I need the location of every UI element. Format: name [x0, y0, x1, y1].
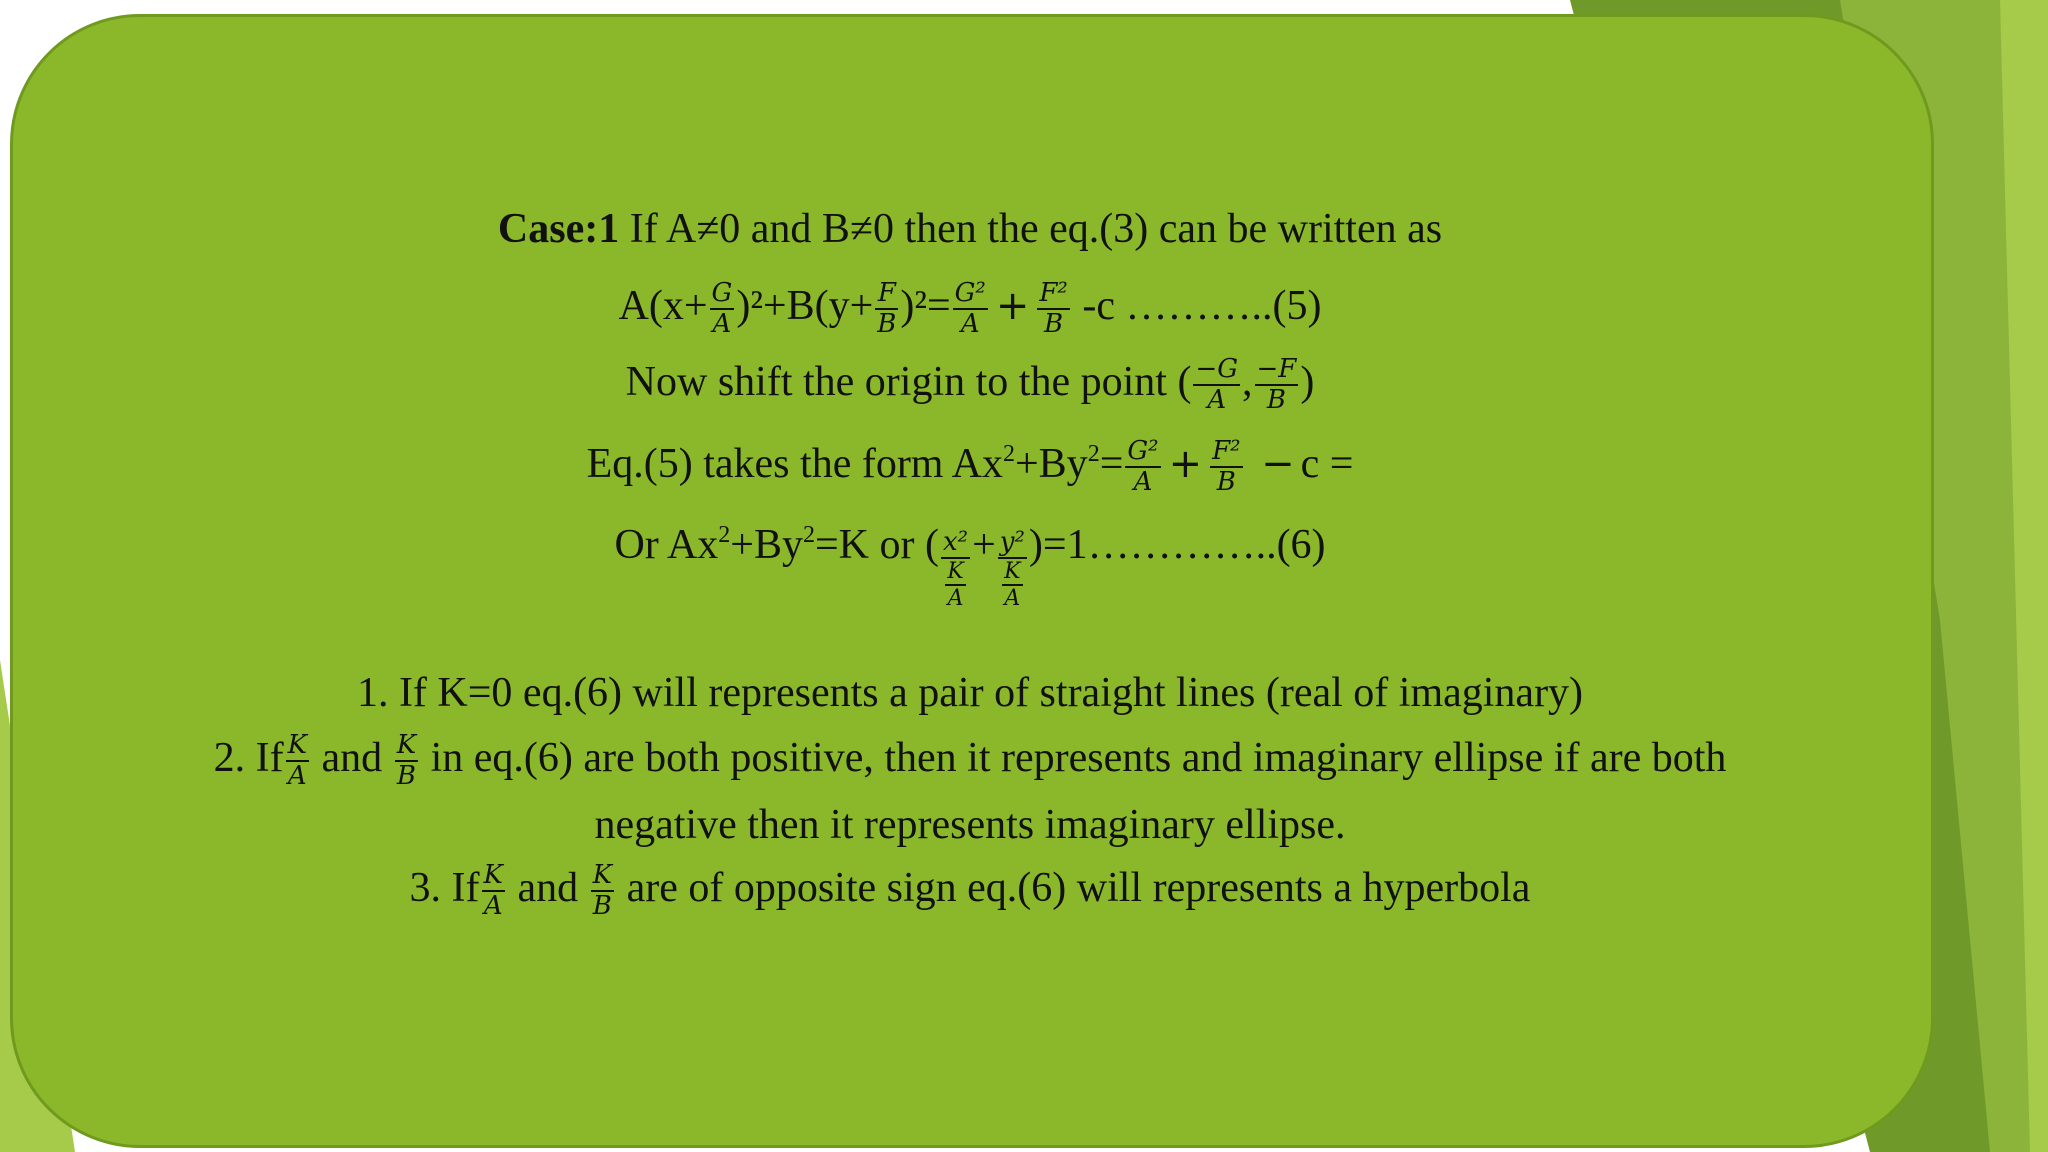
- denominator: A: [1207, 385, 1227, 416]
- fraction: [482, 862, 505, 921]
- numerator: −F: [1255, 356, 1299, 386]
- plus-operator: +: [972, 522, 996, 568]
- eq5-suffix: -c ………..(5): [1082, 282, 1322, 329]
- equation-5: [0, 280, 1940, 339]
- denominator: B: [592, 891, 612, 922]
- case-label: Case:1: [497, 206, 620, 252]
- nested-fraction: [941, 526, 970, 611]
- eq6-mid2: =K or (: [814, 522, 939, 568]
- numerator: F: [875, 280, 898, 310]
- fraction: [1037, 280, 1069, 339]
- fraction: [1125, 438, 1160, 497]
- denominator: A: [1133, 467, 1153, 498]
- fraction: [591, 862, 614, 921]
- fraction: [395, 732, 418, 791]
- numerator: G²: [1125, 438, 1160, 468]
- case-intro: If A≠0 and B≠0 then the eq.(3) can be written as: [629, 206, 1443, 252]
- denominator: A: [712, 309, 732, 340]
- point-1-text: 1. If K=0 eq.(6) will represents a pair of straight lines (real of imaginary): [356, 670, 1584, 716]
- exponent: 2: [718, 522, 731, 548]
- fraction: [1255, 356, 1299, 415]
- denominator: A: [287, 761, 307, 792]
- case-heading: [0, 208, 1940, 250]
- point-3-text: are of opposite sign eq.(6) will represents a hyperbola: [626, 864, 1531, 911]
- denominator: A: [960, 309, 980, 340]
- eq5-mid2: )²=: [900, 282, 951, 329]
- numerator: K: [1002, 560, 1022, 586]
- denominator: B: [1216, 467, 1236, 498]
- fraction: [953, 280, 988, 339]
- point-2-line-2: negative then it represents imaginary ellipse.: [594, 802, 1346, 848]
- numerator: y²: [998, 529, 1027, 559]
- numerator: K: [286, 732, 309, 762]
- denominator: B: [396, 761, 416, 792]
- denominator: [941, 559, 970, 610]
- point-2-prefix: 2. If: [213, 734, 284, 781]
- equation-6: [0, 524, 1940, 610]
- numerator: G: [710, 280, 735, 310]
- nested-fraction: [998, 526, 1027, 611]
- exponent: 2: [1002, 440, 1015, 467]
- point-3: [0, 862, 1940, 921]
- inner-fraction: [1002, 560, 1022, 610]
- denominator: [998, 559, 1027, 610]
- fraction: [286, 732, 309, 791]
- eq6-suffix: )=1…………..(6): [1028, 522, 1326, 568]
- denominator: B: [877, 309, 897, 340]
- and-word: and: [321, 734, 383, 781]
- fraction: [710, 280, 735, 339]
- point-2: [0, 732, 1940, 791]
- comma: ,: [1242, 358, 1253, 405]
- denominator: A: [947, 586, 964, 611]
- plus-operator: +: [1168, 440, 1203, 487]
- numerator: K: [945, 560, 965, 586]
- eq6-prefix: Or Ax: [614, 522, 719, 568]
- exponent: 2: [802, 522, 815, 548]
- numerator: G²: [953, 280, 988, 310]
- eq5-mid: )²+B(y+: [736, 282, 874, 329]
- numerator: F²: [1210, 438, 1242, 468]
- point-2-continued: [0, 804, 1940, 846]
- eq6-mid: +By: [730, 522, 803, 568]
- shift-text: Now shift the origin to the point (: [625, 358, 1192, 405]
- numerator: K: [591, 862, 614, 892]
- plus-operator: +: [995, 282, 1030, 329]
- numerator: K: [395, 732, 418, 762]
- eq5-prefix: A(x+: [618, 282, 708, 329]
- point-2-text: in eq.(6) are both positive, then it represents and imaginary ellipse if are both: [430, 734, 1727, 781]
- denominator: B: [1044, 309, 1064, 340]
- exponent: 2: [1087, 440, 1100, 467]
- equals: =: [1099, 440, 1124, 487]
- fraction: [875, 280, 898, 339]
- fraction: [1210, 438, 1242, 497]
- point-3-prefix: 3. If: [409, 864, 480, 911]
- numerator: −G: [1193, 356, 1240, 386]
- and-word: and: [517, 864, 579, 911]
- form-prefix: Eq.(5) takes the form Ax: [586, 440, 1003, 487]
- denominator: A: [483, 891, 503, 922]
- form-mid: +By: [1014, 440, 1088, 487]
- numerator: F²: [1037, 280, 1069, 310]
- form-suffix: c =: [1300, 440, 1354, 487]
- transformed-form-line: [0, 438, 1940, 497]
- shift-origin-line: [0, 356, 1940, 415]
- point-1: [0, 672, 1940, 714]
- denominator: B: [1266, 385, 1286, 416]
- minus-operator: −: [1261, 440, 1295, 487]
- inner-fraction: [945, 560, 965, 610]
- close-paren: ): [1300, 358, 1315, 405]
- fraction: [1193, 356, 1240, 415]
- numerator: x²: [941, 529, 970, 559]
- numerator: K: [482, 862, 505, 892]
- denominator: A: [1004, 586, 1021, 611]
